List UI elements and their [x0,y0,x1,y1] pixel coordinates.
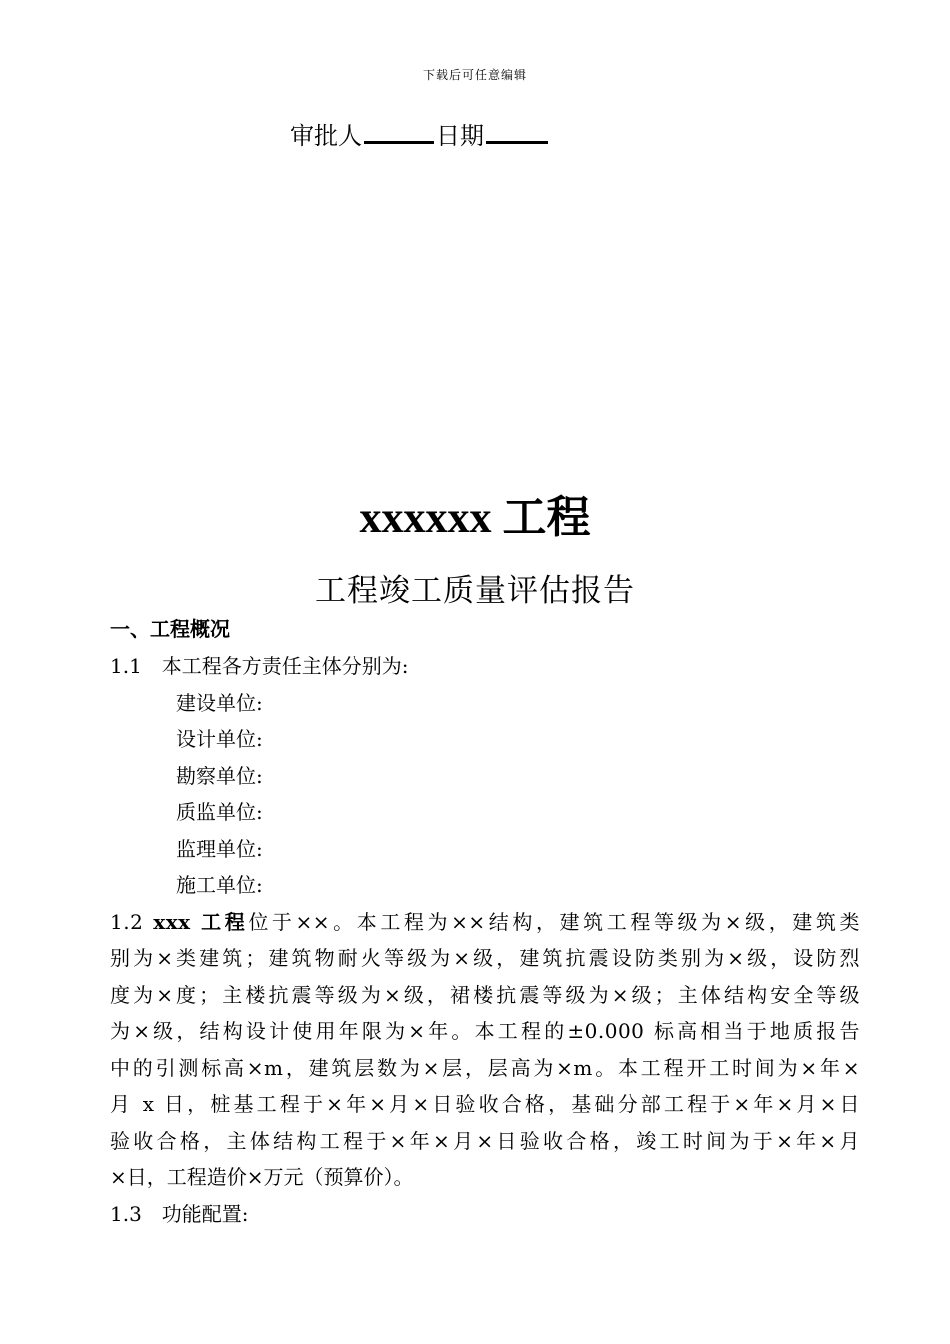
header-note: 下载后可任意编辑 [422,68,527,82]
item-1-2-line-1 [110,904,860,941]
section-heading: 一、工程概况 [110,617,230,641]
date-label: 日期 [436,122,484,150]
item-1-2-line1-rest: 位于××。本工程为××结构，建筑工程等级为×级，建筑类 [248,909,860,934]
document-subtitle: 工程竣工质量评估报告 [315,573,635,609]
item-1-2-last-line: ×日，工程造价×万元（预算价）。 [110,1165,414,1189]
unit-contractor: 施工单位: [176,873,263,897]
unit-design: 设计单位: [176,727,263,751]
item-1-2-line-7: 验收合格，主体结构工程于×年×月×日验收合格，竣工时间为于×年×月 [110,1128,860,1153]
unit-supervision: 监理单位: [176,836,263,861]
unit-construction: 建设单位: [176,690,263,715]
unit-survey: 勘察单位: [176,763,263,788]
item-1-2-project-name: xxx 工程 [153,909,249,934]
item-1-2-prefix: 1.2 [110,909,154,934]
item-1-2-line-5: 中的引测标高×m，建筑层数为×层，层高为×m。本工程开工时间为×年× [110,1055,860,1080]
approver-blank [364,119,434,144]
approval-line [290,118,550,154]
item-1-2-line-4: 为×级，结构设计使用年限为×年。本工程的±0.000 标高相当于地质报告 [110,1019,860,1043]
item-1-1: 1.1 本工程各方责任主体分别为: [110,654,409,678]
item-1-2-line-2: 别为×类建筑；建筑物耐火等级为×级，建筑抗震设防类别为×级，设防烈 [110,946,860,970]
document-title: xxxxxx 工程 [359,493,591,542]
item-1-3: 1.3 功能配置: [110,1201,249,1226]
item-1-2-line-6: 月 x 日，桩基工程于×年×月×日验收合格，基础分部工程于×年×月×日 [110,1092,860,1116]
document-body [110,610,860,1232]
date-blank [486,119,548,144]
approver-label: 审批人 [290,122,362,150]
item-1-2-line-3: 度为×度；主楼抗震等级为×级，裙楼抗震等级为×级；主体结构安全等级 [110,982,860,1007]
unit-quality-supervision: 质监单位: [176,800,263,824]
